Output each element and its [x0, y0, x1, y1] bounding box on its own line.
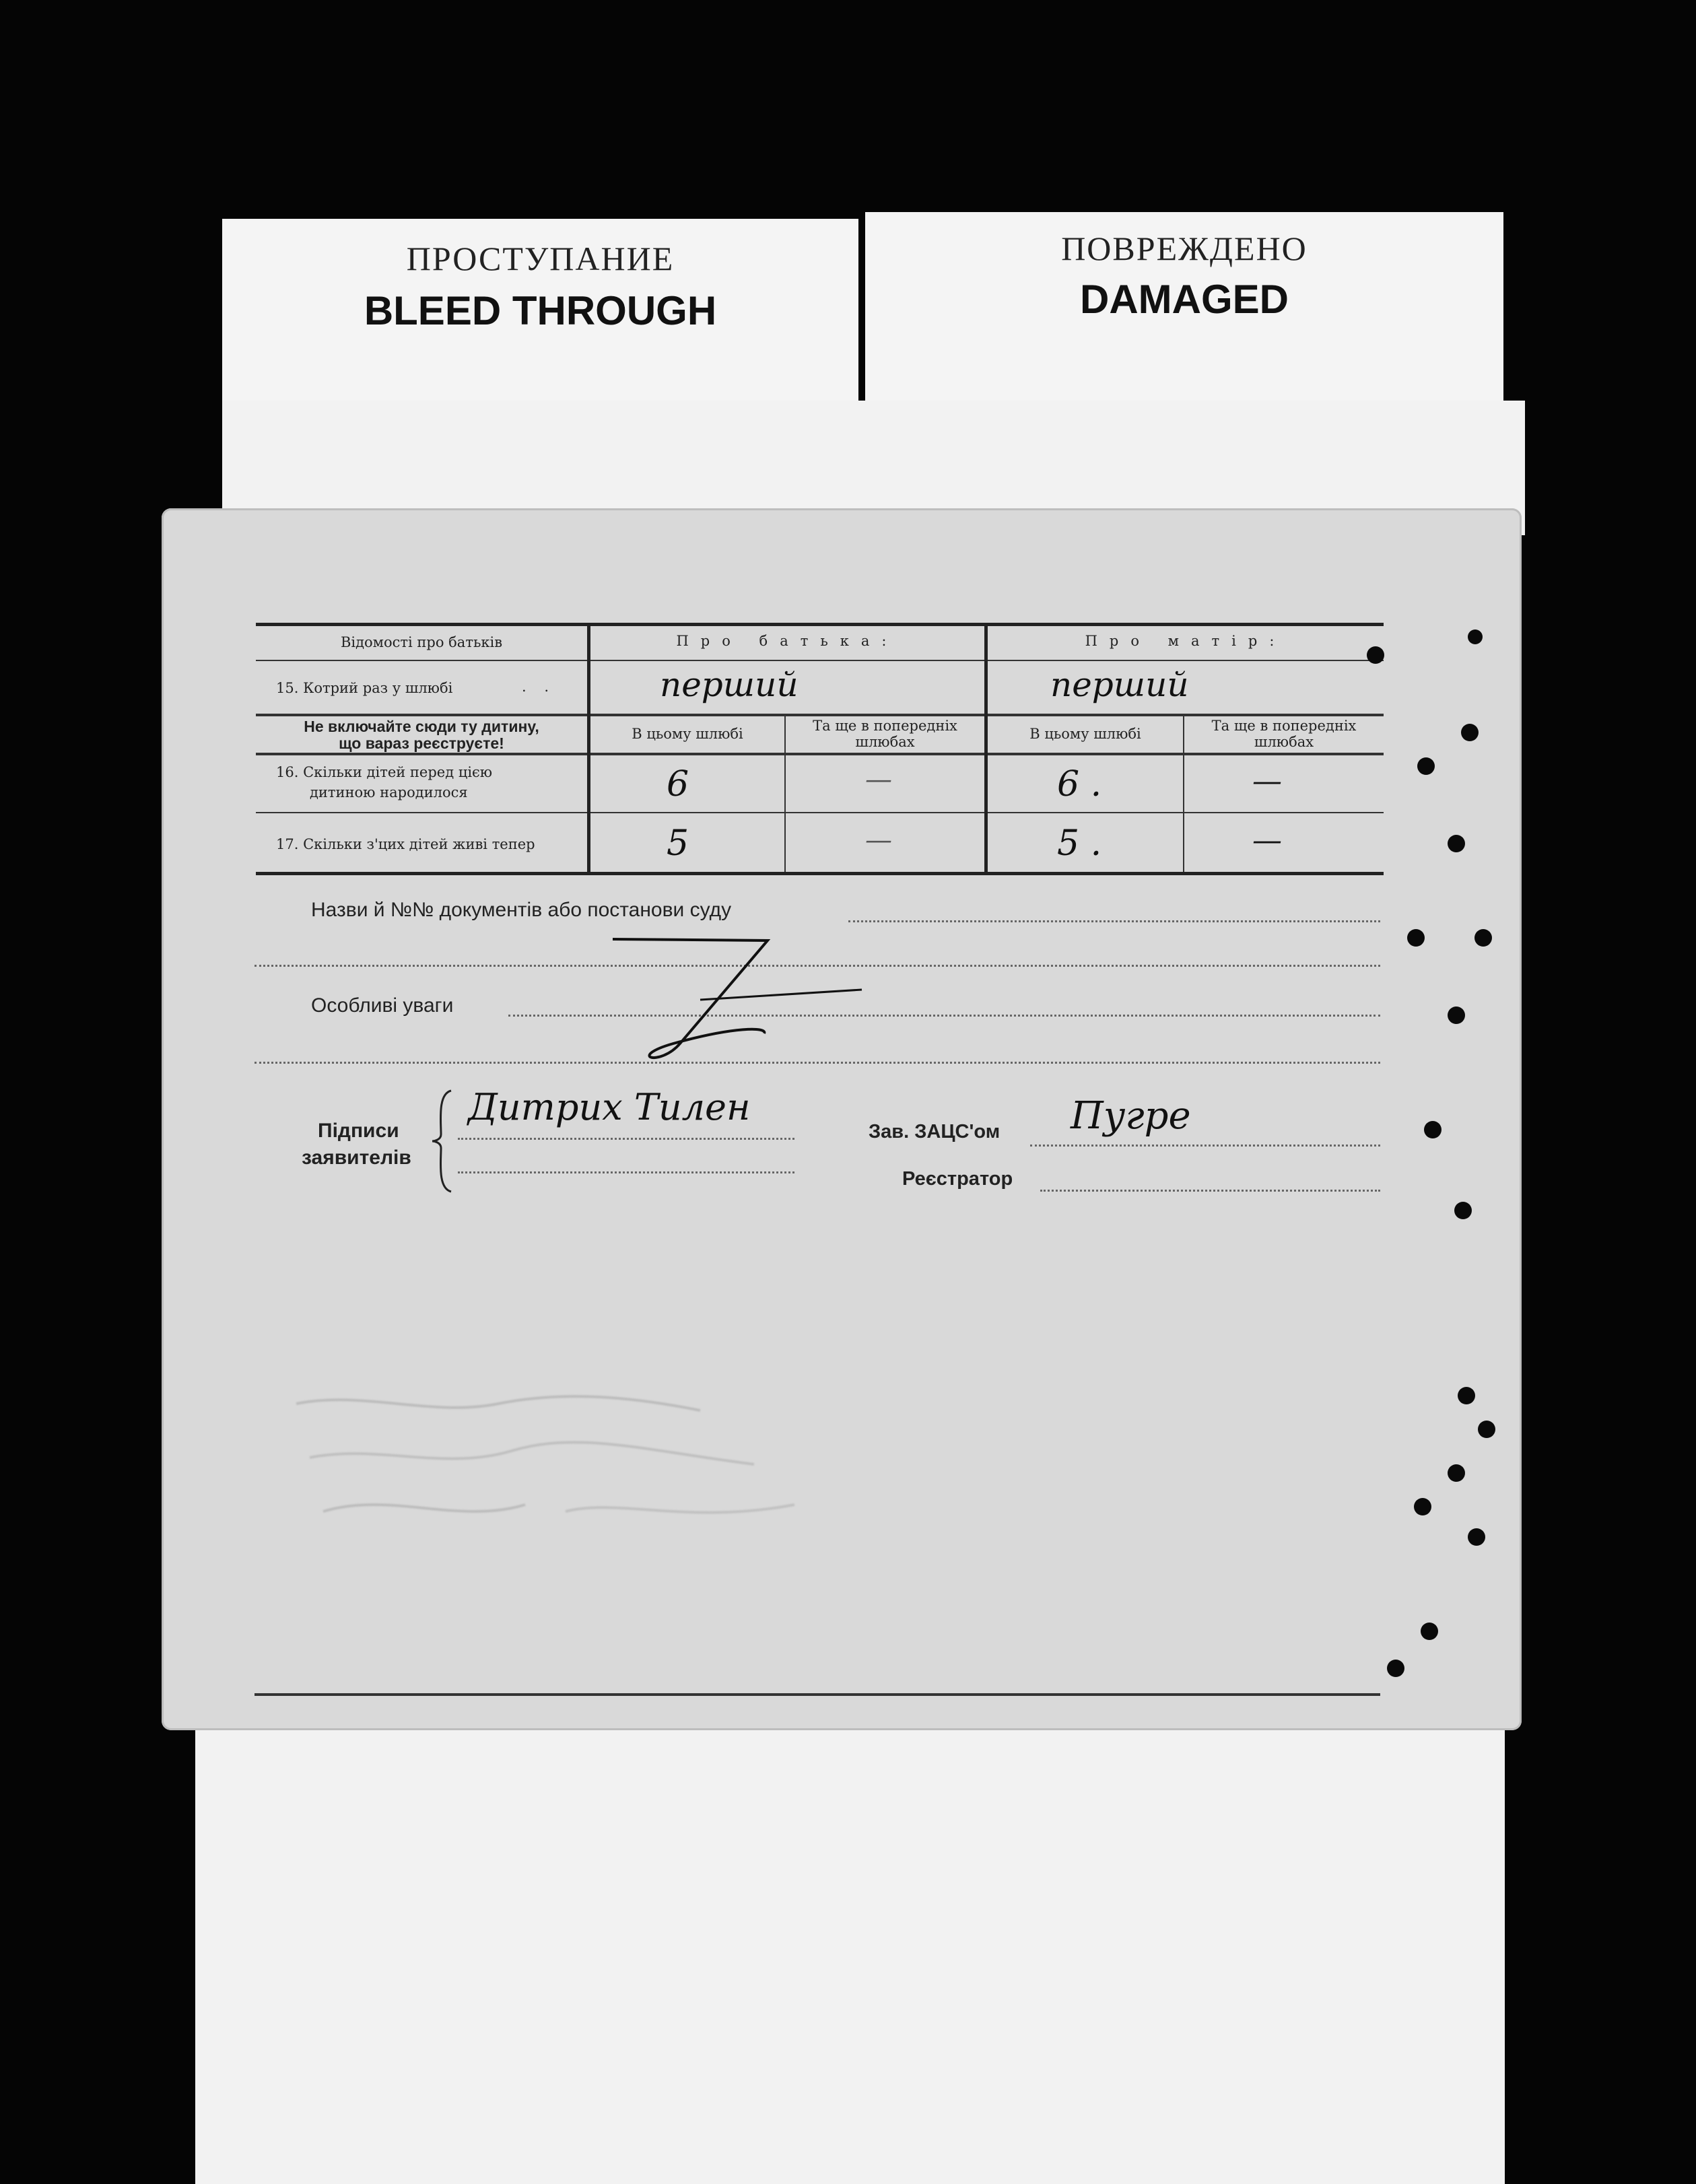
father-prev-header-2: шлюбах: [855, 734, 915, 750]
damaged-label-en: DAMAGED: [1080, 277, 1289, 322]
applicant-signature-line-1: [458, 1138, 794, 1140]
bleed-through-label-en: BLEED THROUGH: [364, 288, 717, 333]
punch-hole: [1387, 1660, 1404, 1677]
bottom-rule: [255, 1693, 1380, 1696]
applicant-signature: Дитрих Тилен: [468, 1086, 751, 1128]
row16-mother-prev: —: [1252, 764, 1282, 798]
registration-card: [162, 508, 1522, 1730]
table-line: [256, 714, 1384, 716]
row16-mother-current: 6 .: [1057, 764, 1102, 805]
header-father: Про батька:: [676, 633, 899, 649]
punch-hole: [1478, 1421, 1495, 1438]
row17-mother-prev: —: [1252, 823, 1282, 858]
father-prev-header-1: Та ще в попередніх: [813, 718, 957, 734]
parents-info-table: [256, 623, 1384, 875]
ghost-scribbles: [283, 1377, 956, 1579]
bleed-through-label-ru: ПРОСТУПАНИЕ: [406, 240, 675, 277]
documents-dotted-line: [848, 920, 1380, 922]
row15-dots: . .: [522, 679, 549, 695]
signatures-label-1: Підписи: [318, 1120, 399, 1142]
remarks-label: Особливі уваги: [311, 994, 454, 1017]
row17-father-prev: —: [865, 825, 892, 856]
header-parents-info: Відомості про батьків: [340, 634, 503, 650]
bleed-through-ghost-text: [283, 1377, 956, 1579]
punch-hole: [1448, 835, 1465, 852]
punch-hole: [1448, 1006, 1465, 1024]
punch-hole: [1407, 929, 1425, 947]
table-divider: [984, 626, 988, 872]
head-signature-line: [1030, 1145, 1380, 1147]
row16-father-current: 6: [667, 764, 689, 805]
table-line: [256, 812, 1384, 813]
head-signature: Пугре: [1071, 1094, 1191, 1138]
registrar-label: Реєстратор: [902, 1168, 1013, 1190]
header-mother: Про матір:: [1085, 633, 1287, 649]
row17-father-current: 5: [667, 823, 689, 864]
note-line1: Не включайте сюди ту дитину,: [304, 718, 539, 735]
table-line: [256, 753, 1384, 755]
table-divider: [587, 626, 590, 872]
row15-label: 15. Котрий раз у шлюбі: [276, 680, 453, 696]
row16-label-2: дитиною народилося: [310, 784, 468, 800]
head-label: Зав. ЗАЦС'ом: [869, 1121, 1000, 1142]
punch-hole: [1417, 757, 1435, 775]
mother-prev-header-2: шлюбах: [1254, 734, 1314, 750]
punch-hole: [1448, 1464, 1465, 1482]
mother-current-header: В цьому шлюбі: [1029, 726, 1141, 742]
row15-mother-value: перший: [1050, 665, 1189, 704]
signatures-label-2: заявителів: [302, 1147, 411, 1169]
note-line2: що вараз реєструєте!: [339, 735, 504, 752]
bleed-through-card: [222, 219, 858, 401]
backing-sheet-bottom: [195, 1710, 1505, 2184]
row16-father-prev: —: [865, 764, 892, 795]
punch-hole: [1468, 1528, 1485, 1546]
applicant-signature-line-2: [458, 1171, 794, 1173]
punch-hole: [1414, 1498, 1431, 1515]
row15-father-value: перший: [660, 665, 799, 704]
punch-hole: [1461, 724, 1479, 741]
punch-hole: [1474, 929, 1492, 947]
punch-hole: [1468, 629, 1483, 644]
mother-prev-header-1: Та ще в попередніх: [1211, 718, 1357, 734]
documents-label: Назви й №№ документів або постанови суду: [311, 899, 732, 921]
punch-hole: [1421, 1623, 1438, 1640]
registrar-line: [1040, 1190, 1380, 1192]
row16-label-1: 16. Скільки дітей перед цією: [276, 764, 493, 780]
punch-hole: [1367, 646, 1384, 664]
brace-icon: [431, 1087, 458, 1195]
punch-hole: [1458, 1387, 1475, 1404]
damaged-label-ru: ПОВРЕЖДЕНО: [1061, 230, 1308, 267]
row17-mother-current: 5 .: [1057, 823, 1102, 864]
punch-hole: [1424, 1121, 1441, 1138]
cancellation-mark: [599, 926, 882, 1074]
row17-label: 17. Скільки з'цих дітей живі тепер: [276, 836, 535, 852]
damaged-card: [865, 212, 1503, 401]
punch-hole: [1454, 1202, 1472, 1219]
father-current-header: В цьому шлюбі: [632, 726, 743, 742]
table-line: [256, 660, 1384, 661]
